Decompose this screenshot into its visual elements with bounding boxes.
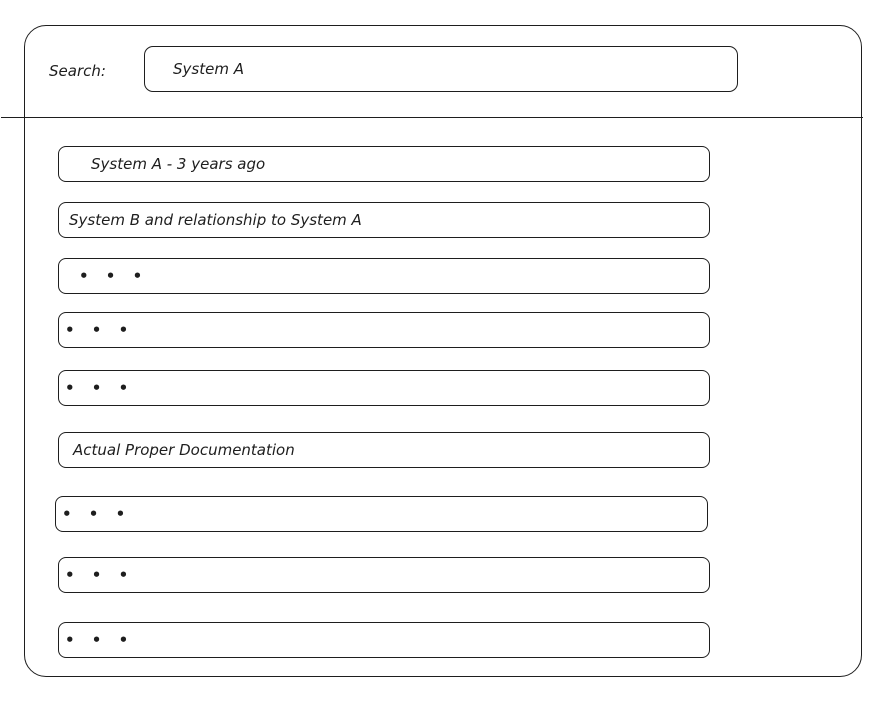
search-bar bbox=[25, 26, 861, 118]
result-label: • • • bbox=[65, 321, 135, 339]
result-item-placeholder[interactable] bbox=[58, 312, 710, 348]
result-item-placeholder[interactable] bbox=[58, 370, 710, 406]
result-label: • • • bbox=[65, 631, 135, 649]
search-input[interactable] bbox=[144, 46, 738, 92]
result-label: Actual Proper Documentation bbox=[73, 441, 295, 459]
result-label: • • • bbox=[79, 267, 149, 285]
result-label: System B and relationship to System A bbox=[69, 211, 362, 229]
result-item-system-b[interactable] bbox=[58, 202, 710, 238]
result-item-placeholder[interactable] bbox=[58, 557, 710, 593]
result-label: • • • bbox=[65, 379, 135, 397]
result-label: System A - 3 years ago bbox=[91, 155, 266, 173]
result-item-placeholder[interactable] bbox=[58, 258, 710, 294]
result-item-placeholder[interactable] bbox=[55, 496, 708, 532]
search-window bbox=[24, 25, 862, 677]
result-label: • • • bbox=[62, 505, 132, 523]
search-label: Search: bbox=[49, 62, 106, 80]
result-item-placeholder[interactable] bbox=[58, 622, 710, 658]
result-label: • • • bbox=[65, 566, 135, 584]
divider bbox=[1, 117, 863, 118]
result-item-system-a[interactable] bbox=[58, 146, 710, 182]
result-item-actual-documentation[interactable] bbox=[58, 432, 710, 468]
